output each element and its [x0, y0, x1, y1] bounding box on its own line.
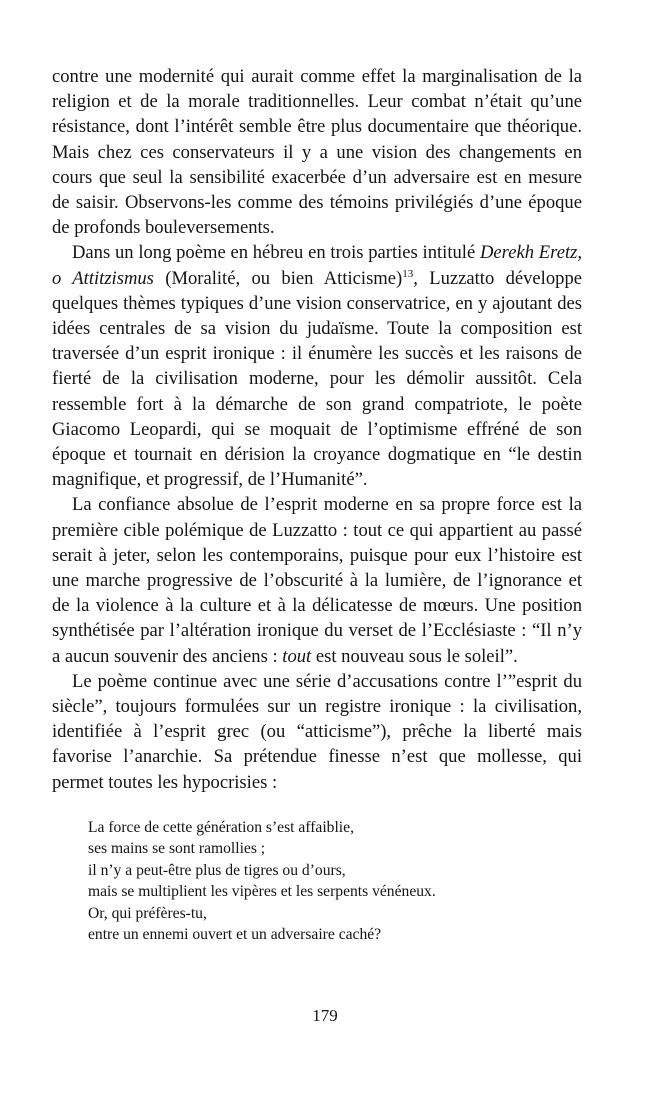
paragraph-2-body: , Luzzatto développe quelques thèmes typiques d’une vision conservatrice, en y ajoutant des idées centrales de sa vision du judaïsme. Toute la composition est traversée d’un esprit ironique : il énumère les succès et les raisons de fierté de la civilisation moderne, pour les démolir aussitôt. Cela ressemble fort à la démarche de son grand compatriote, le poète Giacomo Leopardi, qui se moquait de l’optimisme effréné de son époque et tournait en dérision la croyance dogmatique en “le destin magnifique, et progressif, de l’Humanité”. — [52, 267, 582, 491]
paragraph-3-body: La confiance absolue de l’esprit moderne en sa propre force est la première cible polémique de Luzzatto : tout ce qui appartient au passé serait à jeter, selon les contemporains, puisque pour eux l’histoire est une marche progressive de l’obscurité à la lumière, de l’ignorance et de la violence à la culture et à la délicatesse de mœurs. Une position synthétisée par l’altération ironique du verset de l’Ecclésiaste : “Il n’y a aucun souvenir des anciens : — [52, 494, 582, 667]
quote-line: ses mains se sont ramollies ; — [88, 840, 266, 858]
poem-title-translation: (Moralité, ou bien Atticisme) — [153, 267, 403, 289]
quote-line: Or, qui préfères-tu, — [88, 904, 207, 922]
page-number: 179 — [312, 1006, 338, 1025]
footnote-reference: 13 — [402, 267, 414, 280]
paragraph-3 — [52, 492, 582, 668]
quote-line: il n’y a peut-être plus de tigres ou d’ours, — [88, 861, 346, 879]
block-quote — [88, 817, 582, 945]
paragraph-3-end: est nouveau sous le soleil”. — [311, 645, 518, 667]
paragraph-4: Le poème continue avec une série d’accusations contre l’”esprit du siècle”, toujours formulées sur un registre ironique : la civilisation, identifiée à l’esprit grec (ou “atticisme”), prêche la liberté mais favorise l’anarchie. Sa prétendue finesse n’est que mollesse, qui permet toutes les hypocrisies : — [52, 670, 582, 793]
page-body — [52, 64, 582, 945]
emphasis-tout: tout — [282, 645, 312, 667]
paragraph-1: contre une modernité qui aurait comme effet la marginalisation de la religion et de la morale traditionnelles. Leur combat n’était qu’une résistance, dont l’intérêt semble être plus documentaire que théorique. Mais chez ces conservateurs il y a une vision des changements en cours que seul la sensibilité exacerbée d’un adversaire est en mesure de saisir. Observons-les comme des témoins privilégiés d’une époque de profonds bouleversements. — [52, 66, 582, 239]
poem-title: Derekh Eretz, o Attitzismus — [52, 242, 582, 289]
paragraph-2-intro: Dans un long poème en hébreu en trois parties intitulé — [72, 242, 480, 264]
quote-line: mais se multiplient les vipères et les serpents vénéneux. — [88, 883, 436, 901]
quote-line: entre un ennemi ouvert et un adversaire caché? — [88, 925, 382, 943]
quote-line: La force de cette génération s’est affaiblie, — [88, 818, 354, 836]
paragraph-2 — [52, 240, 582, 492]
